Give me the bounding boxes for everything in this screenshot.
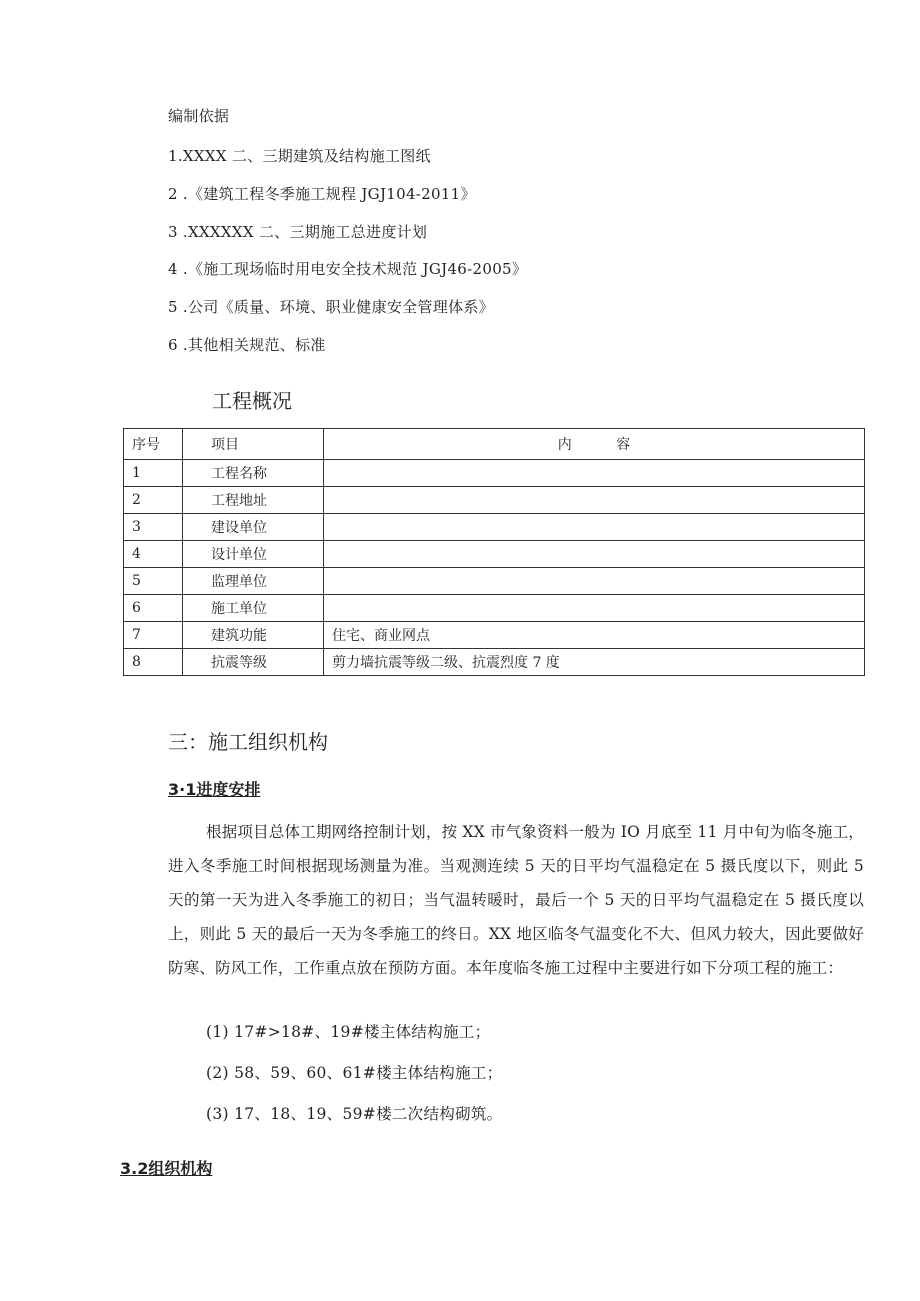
basis-item-4: 4 .《施工现场临时用电安全技术规范 JGJ46-2005》 bbox=[168, 260, 528, 278]
cell-item: 抗震等级 bbox=[183, 649, 324, 676]
cell-content: 住宅、商业网点 bbox=[324, 622, 865, 649]
cell-content bbox=[324, 514, 865, 541]
cell-no: 5 bbox=[124, 568, 183, 595]
cell-no: 7 bbox=[124, 622, 183, 649]
cell-content bbox=[324, 541, 865, 568]
overview-table bbox=[123, 428, 865, 676]
cell-item: 建设单位 bbox=[183, 514, 324, 541]
cell-no: 3 bbox=[124, 514, 183, 541]
cell-no: 2 bbox=[124, 487, 183, 514]
table-row bbox=[124, 487, 865, 514]
cell-no: 8 bbox=[124, 649, 183, 676]
cell-content bbox=[324, 595, 865, 622]
cell-item: 工程地址 bbox=[183, 487, 324, 514]
table-row bbox=[124, 568, 865, 595]
cell-item: 建筑功能 bbox=[183, 622, 324, 649]
table-row bbox=[124, 622, 865, 649]
structure-heading: 3.2组织机构 bbox=[120, 1159, 213, 1178]
cell-no: 1 bbox=[124, 460, 183, 487]
schedule-heading: 3·1进度安排 bbox=[168, 780, 261, 799]
table-header-row bbox=[124, 429, 865, 460]
table-row bbox=[124, 541, 865, 568]
basis-heading: 编制依据 bbox=[168, 107, 230, 125]
schedule-item-2: (2) 58、59、60、61#楼主体结构施工； bbox=[206, 1064, 503, 1082]
cell-content bbox=[324, 568, 865, 595]
cell-content: 剪力墙抗震等级二级、抗震烈度 7 度 bbox=[324, 649, 865, 676]
overview-heading: 工程概况 bbox=[212, 389, 292, 413]
cell-item: 工程名称 bbox=[183, 460, 324, 487]
table-row bbox=[124, 514, 865, 541]
table-row bbox=[124, 595, 865, 622]
schedule-item-3: (3) 17、18、19、59#楼二次结构砌筑。 bbox=[206, 1105, 503, 1123]
basis-item-3: 3 .XXXXXX 二、三期施工总进度计划 bbox=[168, 223, 428, 241]
cell-item: 监理单位 bbox=[183, 568, 324, 595]
organization-heading: 三：施工组织机构 bbox=[168, 730, 328, 754]
header-content: 内 容 bbox=[324, 429, 865, 460]
table-row bbox=[124, 649, 865, 676]
schedule-paragraph-text: 根据项目总体工期网络控制计划，按 XX 市气象资料一般为 IO 月底至 11 月中旬为临冬施工，进入冬季施工时间根据现场测量为准。当观测连续 5 天的日平均气温稳定在 5 摄氏度以下，则此 5 天的第一天为进入冬季施工的初日；当气温转暖时，最后一个 5 天的日平均气温稳定在 5 摄氏度以上，则此 5 天的最后一天为冬季施工的终日。XX 地区临冬气温变化不大、但风力较大，因此要做好防寒、防风工作，工作重点放在预防方面。本年度临冬施工过程中主要进行如下分项工程的施工： bbox=[168, 823, 864, 977]
basis-item-2: 2 .《建筑工程冬季施工规程 JGJ104-2011》 bbox=[168, 185, 476, 203]
cell-no: 6 bbox=[124, 595, 183, 622]
cell-item: 施工单位 bbox=[183, 595, 324, 622]
cell-content bbox=[324, 487, 865, 514]
header-item: 项目 bbox=[183, 429, 324, 460]
basis-item-1: 1.XXXX 二、三期建筑及结构施工图纸 bbox=[168, 147, 431, 165]
cell-item: 设计单位 bbox=[183, 541, 324, 568]
basis-item-5: 5 .公司《质量、环境、职业健康安全管理体系》 bbox=[168, 298, 494, 316]
cell-no: 4 bbox=[124, 541, 183, 568]
schedule-item-1: (1) 17#>18#、19#楼主体结构施工； bbox=[206, 1023, 491, 1041]
basis-item-6: 6 .其他相关规范、标准 bbox=[168, 336, 326, 354]
cell-content bbox=[324, 460, 865, 487]
table-row bbox=[124, 460, 865, 487]
header-no: 序号 bbox=[124, 429, 183, 460]
schedule-paragraph bbox=[168, 815, 864, 985]
